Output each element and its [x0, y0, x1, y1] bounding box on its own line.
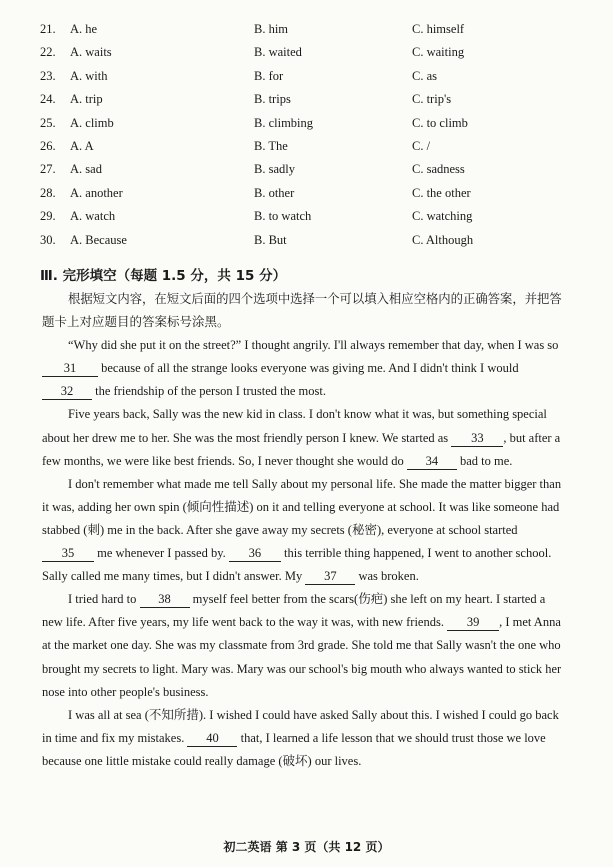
- option-a: A. A: [70, 138, 94, 153]
- passage-text: this terrible thing happened, I went to another school.: [280, 546, 552, 561]
- passage-text: about her drew me to her. She was the most friendly person I knew. We started as: [42, 430, 452, 445]
- passage-text: myself feel better from the scars(伤疤) she left on my heart. I started a: [189, 592, 546, 607]
- passage-line: it was, adding her own spin (倾向性描述) on it and telling everyone at school. It was like someone had: [42, 499, 560, 514]
- blank-40: 40: [187, 730, 237, 747]
- option-b: B. for: [254, 68, 284, 83]
- options-table: [40, 18, 600, 252]
- passage-line: [42, 565, 562, 588]
- blank-38: 38: [140, 591, 190, 608]
- instruction-line: 根据短文内容，在短文后面的四个选项中选择一个可以填入相应空格内的正确答案，并把答: [68, 292, 562, 306]
- question-number: 30.: [40, 232, 56, 247]
- passage-line: [42, 588, 562, 611]
- option-a: A. he: [70, 22, 98, 36]
- option-c: C. waiting: [412, 45, 465, 60]
- passage-text: Sally called me many times, but I didn't answer. My: [42, 569, 306, 584]
- passage-text: was broken.: [355, 569, 419, 584]
- option-c: C. as: [412, 68, 437, 83]
- passage-line: because one little mistake could really damage (破坏) our lives.: [42, 753, 362, 768]
- question-number: 25.: [40, 115, 56, 130]
- passage-line: brought my secrets to light. Mary was. Mary was our school's big mouth who always wanted to stick her: [42, 661, 562, 676]
- question-number: 26.: [40, 138, 56, 153]
- option-a: A. trip: [70, 92, 103, 107]
- option-a: A. climb: [70, 115, 114, 130]
- option-c: C. watching: [412, 209, 473, 224]
- question-number: 22.: [40, 45, 56, 60]
- option-row-23: [40, 65, 600, 88]
- passage-text: bad to me.: [456, 453, 513, 468]
- option-row-26: [40, 135, 600, 158]
- passage-line: “Why did she put it on the street?” I thought angrily. I'll always remember that day, when I was so: [68, 338, 559, 353]
- option-a: A. watch: [70, 209, 116, 224]
- option-c: C. trip's: [412, 92, 452, 107]
- question-number: 29.: [40, 209, 56, 224]
- option-a: A. Because: [70, 232, 127, 247]
- passage-text: , but after a: [503, 430, 561, 445]
- option-a: A. waits: [70, 45, 112, 60]
- passage-line: I was all at sea (不知所措). I wished I could have asked Sally about this. I wished I could go back: [68, 707, 559, 722]
- question-number: 27.: [40, 162, 56, 177]
- cloze-passage: [42, 288, 562, 773]
- passage-line: at the market one day. She was my classmate from 3rd grade. She told me that Sally wasn't the one who: [42, 638, 561, 653]
- option-row-21: [40, 18, 600, 41]
- option-b: B. trips: [254, 92, 291, 107]
- passage-text: the friendship of the person I trusted the most.: [92, 384, 326, 399]
- passage-line: [42, 357, 562, 380]
- passage-text: I tried hard to: [68, 592, 140, 607]
- passage-line: [42, 611, 562, 634]
- passage-line: [42, 380, 562, 403]
- option-b: B. The: [254, 138, 288, 153]
- option-c: C. sadness: [412, 162, 465, 177]
- option-c: C. Although: [412, 232, 474, 247]
- section-title: Ⅲ. 完形填空（每题 1.5 分，共 15 分）: [40, 268, 287, 284]
- option-c: C. the other: [412, 185, 471, 200]
- blank-35: 35: [42, 545, 94, 562]
- question-number: 28.: [40, 185, 56, 200]
- blank-33: 33: [451, 430, 503, 447]
- option-row-28: [40, 182, 600, 205]
- passage-text: that, I learned a life lesson that we should trust those we love: [237, 730, 546, 745]
- blank-36: 36: [229, 545, 281, 562]
- passage-text: , I met Anna: [499, 615, 561, 630]
- passage-line: stabbed (刺) me in the back. After she gave away my secrets (秘密), everyone at school started: [42, 522, 518, 537]
- option-b: B. sadly: [254, 162, 295, 177]
- option-c: C. /: [412, 138, 431, 153]
- option-a: A. with: [70, 68, 108, 83]
- blank-37: 37: [305, 568, 355, 585]
- option-a: A. sad: [70, 162, 102, 177]
- option-c: C. to climb: [412, 115, 468, 130]
- option-row-27: [40, 158, 600, 181]
- blank-31: 31: [42, 360, 98, 377]
- passage-line: [42, 542, 562, 565]
- passage-line: [42, 427, 562, 450]
- passage-text: new life. After five years, my life went back to the way it was, with new friends.: [42, 615, 448, 630]
- option-b: B. But: [254, 232, 287, 247]
- passage-line: nose into other people's business.: [42, 684, 209, 699]
- option-b: B. waited: [254, 45, 302, 60]
- option-row-22: [40, 41, 600, 64]
- blank-34: 34: [407, 453, 457, 470]
- option-c: C. himself: [412, 22, 465, 36]
- passage-text: in time and fix my mistakes.: [42, 730, 188, 745]
- option-b: B. to watch: [254, 209, 312, 224]
- page-footer: 初二英语 第 3 页（共 12 页）: [223, 840, 390, 854]
- option-b: B. him: [254, 22, 289, 36]
- instruction-line: 题卡上对应题目的答案标号涂黑。: [42, 315, 230, 330]
- passage-line: Five years back, Sally was the new kid in class. I don't know what it was, but something special: [68, 407, 547, 422]
- option-row-30: [40, 229, 600, 252]
- passage-line: [42, 727, 562, 750]
- passage-text: few months, we were like best friends. So, I never thought she would do: [42, 453, 407, 468]
- passage-text: because of all the strange looks everyone was giving me. And I didn't think I would: [98, 361, 519, 376]
- option-b: B. other: [254, 185, 295, 200]
- question-number: 24.: [40, 92, 56, 107]
- passage-line: I don't remember what made me tell Sally about my personal life. She made the matter bigger than: [68, 476, 562, 491]
- blank-39: 39: [447, 614, 499, 631]
- question-number: 23.: [40, 68, 56, 83]
- option-row-29: [40, 205, 600, 228]
- option-a: A. another: [70, 185, 123, 200]
- option-row-24: [40, 88, 600, 111]
- passage-line: [42, 450, 562, 473]
- option-row-25: [40, 112, 600, 135]
- passage-text: me whenever I passed by.: [94, 546, 229, 561]
- question-number: 21.: [40, 22, 56, 36]
- blank-32: 32: [42, 383, 92, 400]
- option-b: B. climbing: [254, 115, 314, 130]
